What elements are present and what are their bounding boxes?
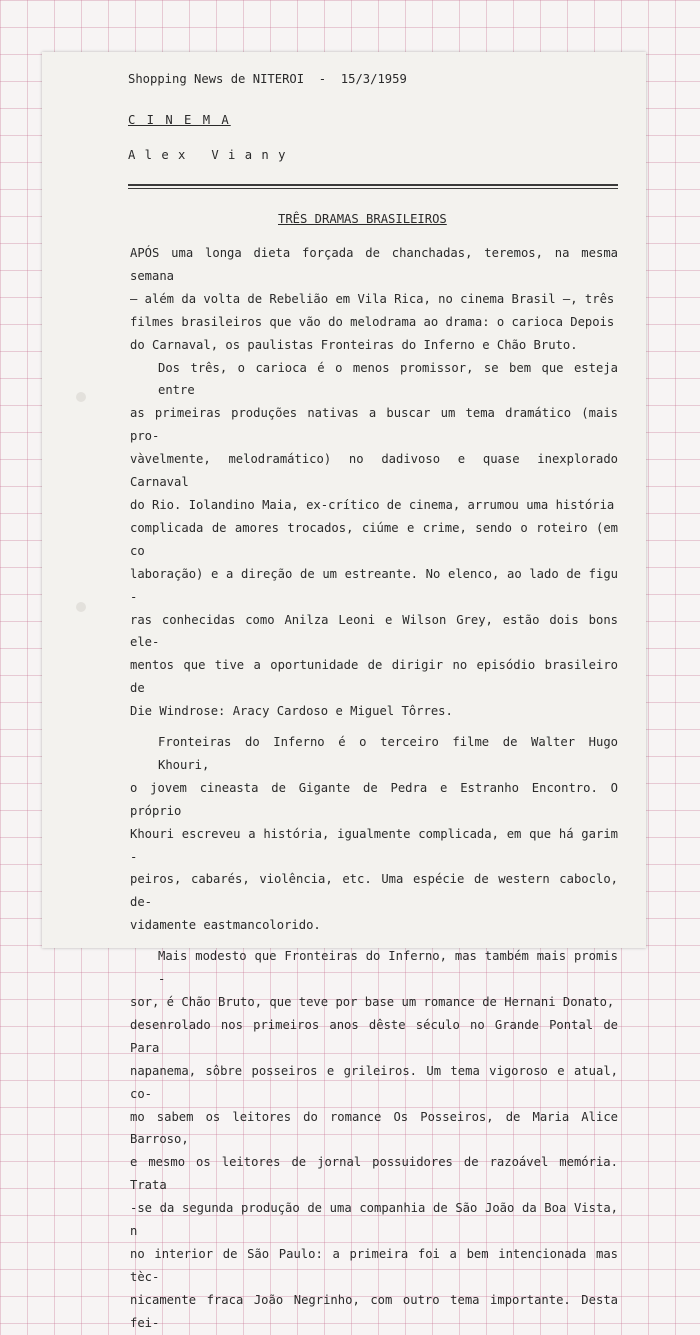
body-line: Dos três, o carioca é o menos promissor, se bem que esteja entre xyxy=(158,360,618,398)
body-line: no interior de São Paulo: a primeira foi a bem intencionada mas tèc- xyxy=(130,1246,618,1284)
body-line: o jovem cineasta de Gigante de Pedra e Estranho Encontro. O próprio xyxy=(130,780,618,818)
body-line: do Carnaval, os paulistas Fronteiras do Inferno e Chão Bruto. xyxy=(130,337,578,352)
body-line: Mais modesto que Fronteiras do Inferno, mas também mais promis - xyxy=(158,949,618,987)
body-line: — além da volta de Rebelião em Vila Rica, no cinema Brasil —, três xyxy=(130,291,615,306)
punch-hole xyxy=(76,602,86,612)
body-line: vidamente eastmancolorido. xyxy=(130,918,321,933)
header-divider-secondary xyxy=(128,188,618,189)
body-line: Die Windrose: Aracy Cardoso e Miguel Tôrres. xyxy=(130,704,453,719)
body-line: Fronteiras do Inferno é o terceiro filme de Walter Hugo Khouri, xyxy=(158,735,618,772)
body-line: nicamente fraca João Negrinho, com outro tema importante. Desta fei- xyxy=(130,1292,618,1330)
article-body xyxy=(130,242,618,1335)
body-line: mo sabem os leitores do romance Os Posseiros, de Maria Alice Barroso, xyxy=(130,1109,618,1147)
document-source: Shopping News de NITEROI - 15/3/1959 xyxy=(128,72,407,86)
body-line: as primeiras produções nativas a buscar um tema dramático (mais pro- xyxy=(130,406,618,444)
body-line: filmes brasileiros que vão do melodrama ao drama: o carioca Depois xyxy=(130,314,615,329)
section-title: C I N E M A xyxy=(128,113,231,127)
body-line: peiros, cabarés, violência, etc. Uma espécie de western caboclo, de- xyxy=(130,872,618,910)
body-line: complicada de amores trocados, ciúme e crime, sendo o roteiro (em co xyxy=(130,520,618,558)
body-line: -se da segunda produção de uma companhia de São João da Boa Vista, n xyxy=(130,1201,618,1239)
body-line: sor, é Chão Bruto, que teve por base um romance de Hernani Donato, xyxy=(130,995,615,1009)
header-divider xyxy=(128,184,618,186)
body-line: e mesmo os leitores de jornal possuidores de razoável memória. Trata xyxy=(130,1155,618,1193)
body-line: laboração) e a direção de um estreante. No elenco, ao lado de figu - xyxy=(130,566,618,604)
body-line: desenrolado nos primeiros anos dêste século no Grande Pontal de Para xyxy=(130,1017,618,1055)
body-line: ras conhecidas como Anilza Leoni e Wilson Grey, estão dois bons ele- xyxy=(130,612,618,650)
body-line: do Rio. Iolandino Maia, ex-crítico de cinema, arrumou uma história xyxy=(130,497,615,512)
article-title: TRÊS DRAMAS BRASILEIROS xyxy=(278,212,447,226)
body-line: Khouri escreveu a história, igualmente complicada, em que há garim - xyxy=(130,826,618,864)
body-line: napanema, sôbre posseiros e grileiros. Um tema vigoroso e atual, co- xyxy=(130,1063,618,1101)
punch-hole xyxy=(76,392,86,402)
author-name: A l e x V i a n y xyxy=(128,148,287,162)
body-line: APÓS uma longa dieta forçada de chanchadas, teremos, na mesma semana xyxy=(130,246,618,283)
body-line: mentos que tive a oportunidade de dirigir no episódio brasileiro de xyxy=(130,658,618,696)
body-line: vàvelmente, melodramático) no dadivoso e quase inexplorado Carnaval xyxy=(130,452,618,490)
